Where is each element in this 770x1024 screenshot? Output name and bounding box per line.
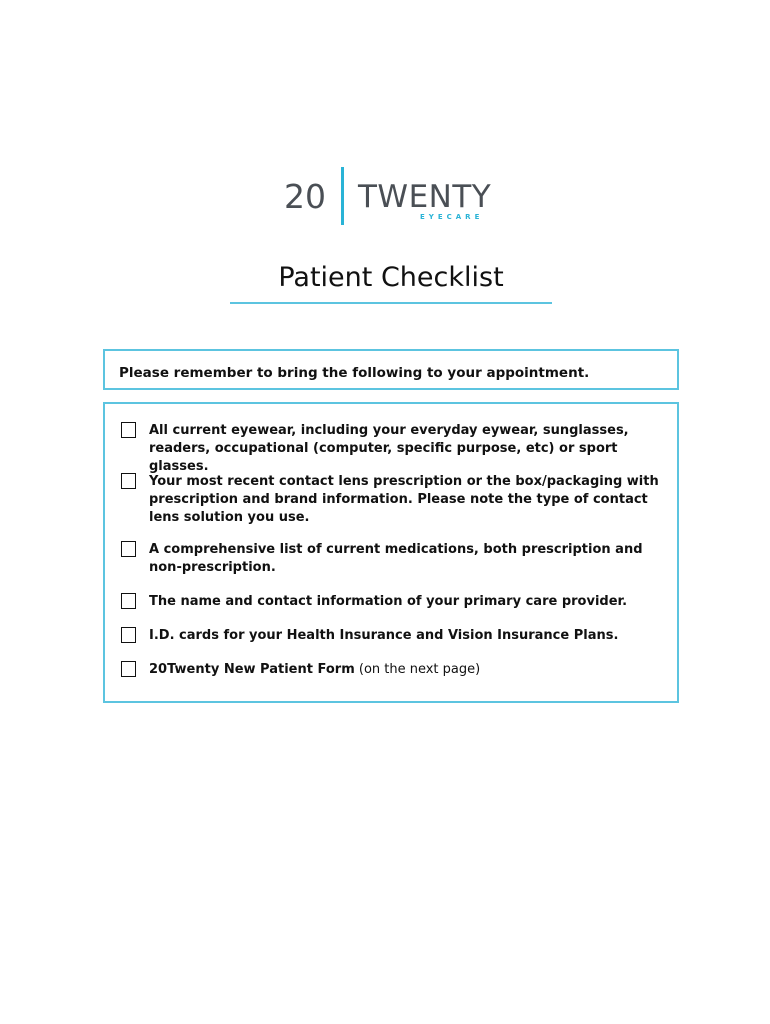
- checklist-item-text: I.D. cards for your Health Insurance and Vision Insurance Plans.: [149, 628, 619, 643]
- checkbox[interactable]: [121, 661, 136, 677]
- checklist-item-text: [149, 661, 669, 679]
- checkbox[interactable]: [121, 422, 136, 438]
- reminder-box: [103, 349, 679, 390]
- checklist-item-text: The name and contact information of your primary care provider.: [149, 594, 628, 609]
- checklist-item-text: All current eyewear, including your everyday eywear, sunglasses, readers, occupational (computer, specific purpose, etc) or sport glasses.: [149, 423, 629, 474]
- page-title: Patient Checklist: [278, 262, 504, 293]
- logo-subtitle: EYECARE: [420, 213, 484, 221]
- form-name: 20Twenty New Patient Form: [149, 662, 355, 677]
- logo-number: 20: [284, 177, 326, 216]
- logo-word: TWENTY: [358, 179, 492, 215]
- form-note: (on the next page): [354, 662, 481, 677]
- title-underline: [230, 302, 552, 304]
- brand-logo: [282, 165, 502, 227]
- checkbox[interactable]: [121, 593, 136, 609]
- logo-divider: [341, 167, 344, 225]
- checkbox[interactable]: [121, 473, 136, 489]
- checklist-item-text: Your most recent contact lens prescription or the box/packaging with prescription and brand information. Please note the type of contact lens solution you use.: [149, 474, 659, 525]
- checklist: [103, 402, 679, 703]
- checkbox[interactable]: [121, 541, 136, 557]
- checklist-item-text: A comprehensive list of current medications, both prescription and non-prescription.: [149, 542, 643, 575]
- reminder-text: Please remember to bring the following to your appointment.: [119, 365, 590, 381]
- checkbox[interactable]: [121, 627, 136, 643]
